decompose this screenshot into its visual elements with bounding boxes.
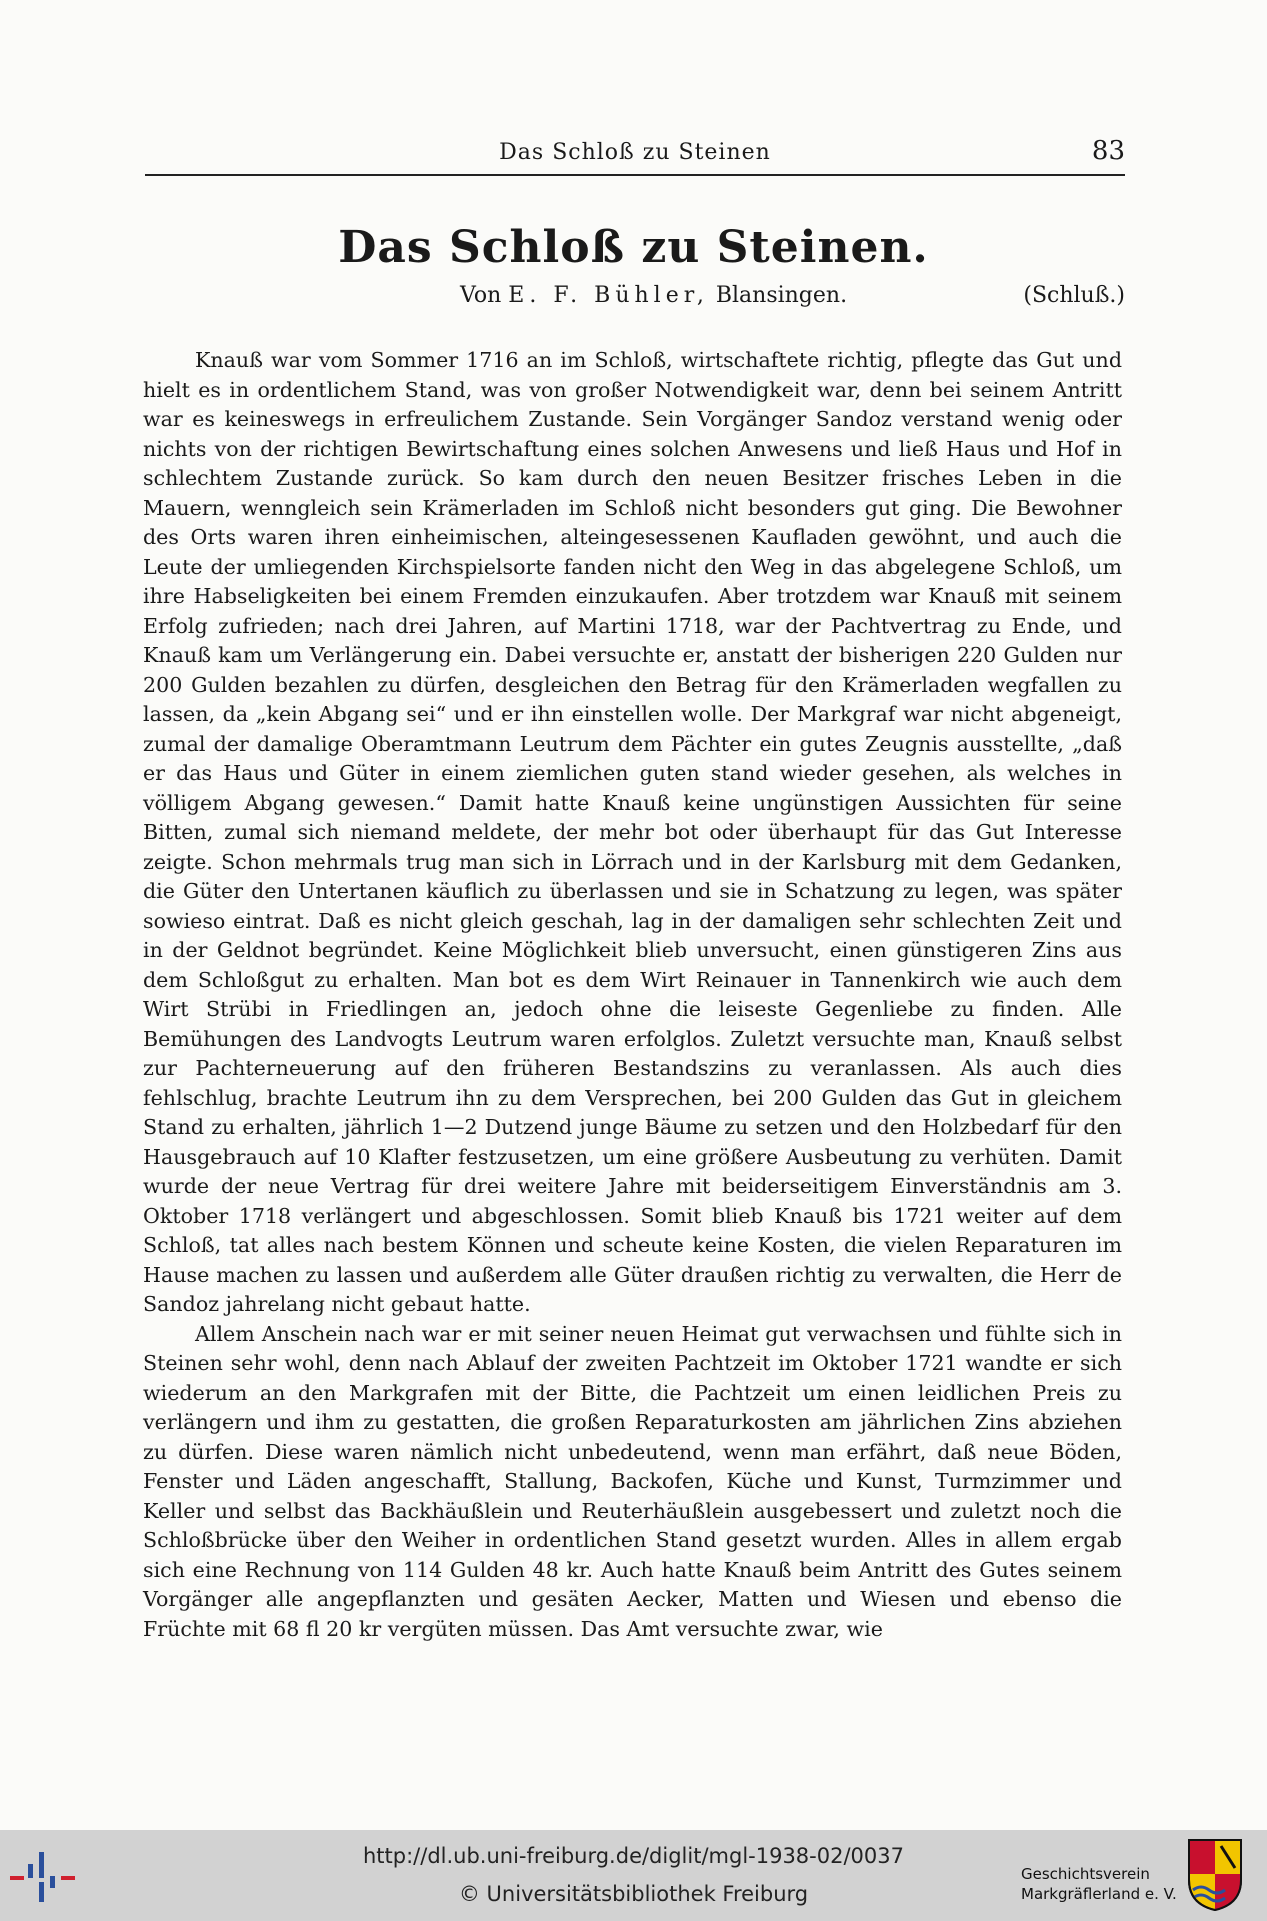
- author-place: Blansingen.: [715, 283, 848, 308]
- byline: [460, 283, 847, 308]
- society-name: [1021, 1864, 1177, 1904]
- paragraph: Allem Anschein nach war er mit seiner neuen Heimat gut verwachsen und fühlte sich in Steinen sehr wohl, denn nach Ablauf der zweiten Pachtzeit im Oktober 1721 wandte er sich wiederum an den Markgrafen mit der Bitte, die Pachtzeit um einen leidlichen Preis zu verlängern und ihm zu gestatten, die großen Reparaturkosten am jährlichen Zins abziehen zu dürfen. Diese waren nämlich nicht unbedeutend, wenn man erfährt, daß neue Böden, Fenster und Läden angeschafft, Stallung, Backofen, Küche und Kunst, Turmzimmer und Keller und selbst das Backhäußlein und Reuterhäußlein ausgebessert und zuletzt noch die Schloßbrücke über den Weiher in ordentlichen Stand gesetzt wurden. Alles in allem ergab sich eine Rechnung von 114 Gulden 48 kr. Auch hatte Knauß beim Antritt des Gutes seinem Vorgänger alle angepflanzten und gesäten Aecker, Matten und Wiesen und ebenso die Früchte mit 68 fl 20 kr vergüten müssen. Das Amt versuchte zwar, wie: [143, 1321, 1122, 1641]
- society-line-2: Markgräflerland e. V.: [1021, 1885, 1177, 1903]
- coat-of-arms-icon: [1187, 1838, 1243, 1912]
- copyright-notice: © Universitätsbibliothek Freiburg: [458, 1882, 809, 1906]
- running-title: Das Schloß zu Steinen: [499, 140, 771, 165]
- paragraph: Knauß war vom Sommer 1716 an im Schloß, wirtschaftete richtig, pflegte das Gut und hielt es in ordentlichem Stand, was von großer Notwendigkeit war, denn bei seinem Antritt war es keineswegs in erfreulichem Zustande. Sein Vorgänger Sandoz verstand wenig oder nichts von der richtigen Bewirtschaftung eines solchen Anwesens und ließ Haus und Hof in schlechtem Zustande zurück. So kam durch den neuen Besitzer frisches Leben in die Mauern, wenngleich sein Krämerladen im Schloß nicht besonders gut ging. Die Bewohner des Orts waren ihren einheimischen, alteingesessenen Kaufladen gewöhnt, und auch die Leute der umliegenden Kirchspielsorte fanden nicht den Weg in das abgelegene Schloß, um ihre Habseligkeiten bei einem Fremden einzukaufen. Aber trotzdem war Knauß mit seinem Erfolg zufrieden; nach drei Jahren, auf Martini 1718, war der Pachtvertrag zu Ende, und Knauß kam um Verlängerung ein. Dabei versuchte er, anstatt der bisherigen 220 Gulden nur 200 Gulden bezahlen zu dürfen, desgleichen den Betrag für den Krämerladen wegfallen zu lassen, da „kein Abgang sei“ und er ihn einstellen wolle. Der Markgraf war nicht abgeneigt, zumal der damalige Oberamtmann Leutrum dem Pächter ein gutes Zeugnis ausstellte, „daß er das Haus und Güter in einem ziemlichen guten stand wieder gesehen, als welches in völligem Abgang gewesen.“ Damit hatte Knauß keine ungünstigen Aussichten für seine Bitten, zumal sich niemand meldete, der mehr bot oder überhaupt für das Gut Interesse zeigte. Schon mehrmals trug man sich in Lörrach und in der Karlsburg mit dem Gedanken, die Güter den Untertanen käuflich zu überlassen und sie in Schatzung zu legen, was später sowieso eintrat. Daß es nicht gleich geschah, lag in der damaligen sehr schlechten Zeit und in der Geldnot begründet. Keine Möglichkeit blieb unversucht, einen günstigeren Zins aus dem Schloßgut zu erhalten. Man bot es dem Wirt Reinauer in Tannenkirch wie auch dem Wirt Strübi in Friedlingen an, jedoch ohne die leiseste Gegenliebe zu finden. Alle Bemühungen des Landvogts Leutrum waren erfolglos. Zuletzt versuchte man, Knauß selbst zur Pachterneuerung auf den früheren Bestandszins zu veranlassen. Als auch dies fehlschlug, brachte Leutrum ihn zu dem Versprechen, bei 200 Gulden das Gut in gleichem Stand zu erhalten, jährlich 1—2 Dutzend junge Bäume zu setzen und den Holzbedarf für den Hausgebrauch auf 10 Klafter festzusetzen, um eine größere Ausbeutung zu verhüten. Damit wurde der neue Vertrag für drei weitere Jahre mit beiderseitigem Einverständnis am 3. Oktober 1718 verlängert und abgeschlossen. Somit blieb Knauß bis 1721 weiter auf dem Schloß, tat alles nach bestem Können und scheute keine Kosten, die vielen Reparaturen im Hause machen zu lassen und außerdem alle Güter draußen richtig zu verwalten, die Herr de Sandoz jahrelang nicht gebaut hatte.: [143, 348, 1122, 1316]
- footer-bar: [0, 1830, 1267, 1921]
- society-line-1: Geschichtsverein: [1021, 1865, 1150, 1883]
- page-url[interactable]: http://dl.ub.uni-freiburg.de/diglit/mgl-1938-02/0037: [362, 1844, 904, 1868]
- author-name: E. F. Bühler,: [508, 283, 709, 308]
- article-body: [143, 346, 1122, 1644]
- page-number: 83: [1091, 136, 1125, 166]
- article-title: Das Schloß zu Steinen.: [338, 222, 929, 273]
- continuation-note: (Schluß.): [1023, 283, 1125, 308]
- running-head: [145, 136, 1125, 176]
- byline-prefix: Von: [460, 283, 502, 308]
